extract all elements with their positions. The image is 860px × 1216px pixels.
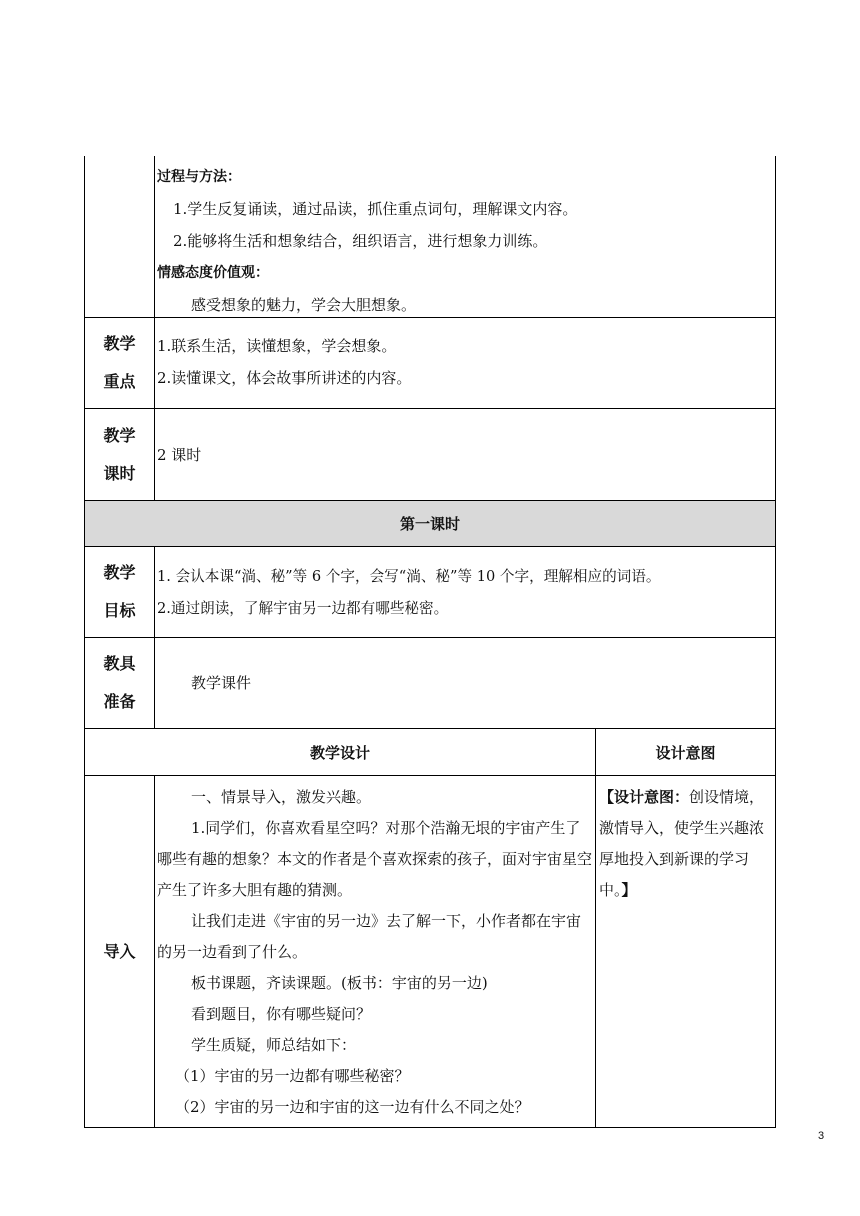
intent-text: 创设情境，激情导入，使学生兴趣浓厚地投入到新课的学习中。 [599, 788, 765, 899]
design-header-right: 设计意图 [596, 729, 776, 775]
page-number: 3 [818, 1130, 825, 1142]
focus-label [84, 318, 155, 408]
intro-question-1: （1）宇宙的另一边都有哪些秘密？ [175, 1067, 410, 1085]
intro-paragraph-3: 板书课题，齐读课题。(板书：宇宙的另一边) [191, 974, 488, 992]
focus-label-top: 教学 [103, 334, 136, 353]
process-line-1: 1.学生反复诵读，通过品读，抓住重点词句，理解课文内容。 [173, 200, 578, 218]
row-intro [84, 776, 776, 1128]
section-title: 第一课时 [84, 501, 776, 546]
focus-content [155, 318, 776, 408]
tools-label-bottom: 准备 [103, 692, 136, 711]
intro-question-2: （2）宇宙的另一边和宇宙的这一边有什么不同之处？ [175, 1098, 530, 1116]
row-teaching-hours [84, 409, 776, 501]
intent-bold: 【设计意图： [599, 788, 690, 806]
intro-paragraph-4: 看到题目，你有哪些疑问？ [191, 1005, 372, 1023]
intro-intent [596, 776, 776, 1127]
focus-label-bottom: 重点 [103, 372, 136, 391]
hours-label-bottom: 课时 [103, 463, 136, 483]
hours-label [84, 409, 155, 500]
row-section-title [84, 501, 776, 547]
row-teaching-tools [84, 638, 776, 729]
focus-line-2: 2.读懂课文，体会故事所讲述的内容。 [157, 369, 412, 387]
intro-paragraph-2: 让我们走进《宇宙的另一边》去了解一下，小作者都在宇宙的另一边看到了什么。 [157, 912, 582, 961]
hours-content [155, 409, 776, 500]
focus-line-1: 1.联系生活，读懂想象，学会想象。 [157, 337, 397, 355]
tools-value: 教学课件 [191, 674, 252, 692]
row-teaching-focus [84, 318, 776, 409]
row-design-header [84, 729, 776, 776]
emotion-heading: 情感态度价值观： [157, 265, 269, 281]
tools-content [155, 638, 776, 728]
goals-line-2: 2.通过朗读，了解宇宙另一边都有哪些秘密。 [157, 600, 449, 617]
row-process-label [84, 156, 155, 317]
hours-label-top: 教学 [103, 425, 136, 445]
intent-end: 】 [621, 881, 637, 899]
goals-label-top: 教学 [103, 563, 136, 582]
emotion-line: 感受想象的魅力，学会大胆想象。 [191, 296, 417, 314]
row-process-content [155, 156, 776, 317]
intro-label: 导入 [84, 776, 155, 1127]
goals-content [155, 547, 776, 637]
tools-label [84, 638, 155, 728]
process-heading: 过程与方法： [157, 169, 241, 185]
row-process-methods [84, 156, 776, 318]
lesson-plan-table [84, 156, 776, 1128]
intro-paragraph-0: 一、情景导入，激发兴趣。 [191, 788, 372, 806]
goals-label-bottom: 目标 [103, 601, 136, 620]
intro-paragraph-5: 学生质疑，师总结如下： [191, 1036, 357, 1054]
tools-label-top: 教具 [103, 654, 136, 673]
intro-paragraph-1: 1.同学们，你喜欢看星空吗？对那个浩瀚无垠的宇宙产生了哪些有趣的想象？本文的作者是个喜欢探索的孩子，面对宇宙星空产生了许多大胆有趣的猜测。 [157, 819, 593, 899]
hours-value: 2 课时 [157, 445, 202, 464]
process-line-2: 2.能够将生活和想象结合，组织语言，进行想象力训练。 [173, 232, 548, 250]
goals-line-1: 1. 会认本课“淌、秘”等 6 个字，会写“淌、秘”等 10 个字，理解相应的词语。 [157, 568, 661, 585]
row-teaching-goals [84, 547, 776, 638]
design-header-left: 教学设计 [84, 729, 596, 775]
goals-label [84, 547, 155, 637]
intro-design [155, 776, 596, 1127]
